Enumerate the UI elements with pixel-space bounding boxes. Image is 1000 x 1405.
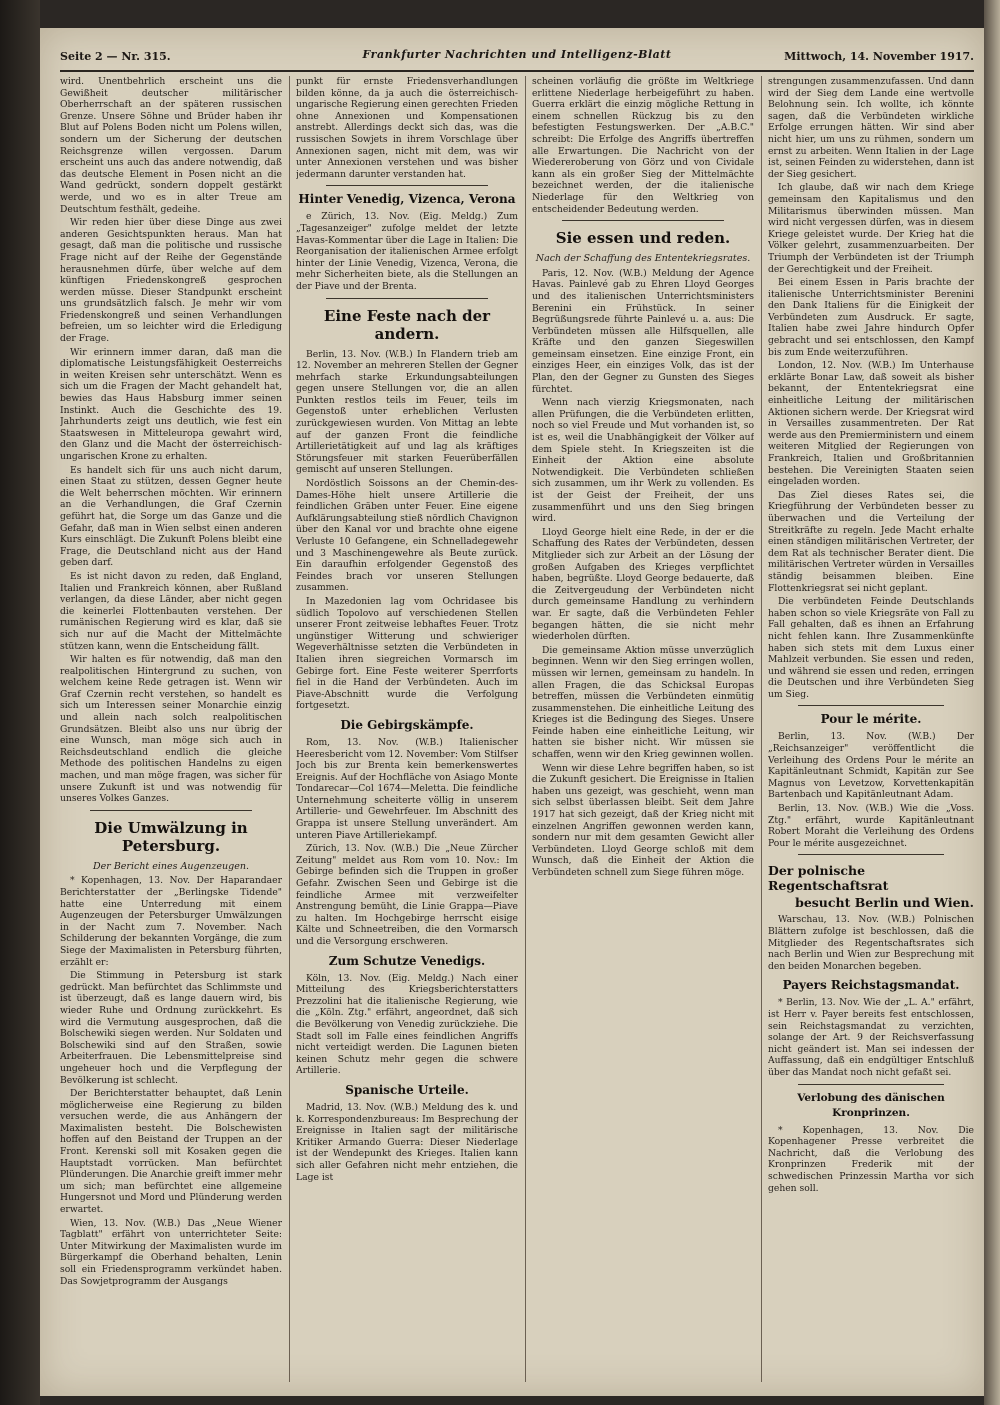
masthead-title: Frankfurter Nachrichten und Intelligenz-Blatt bbox=[362, 48, 672, 61]
headline-spanische-urteile: Spanische Urteile. bbox=[345, 1082, 469, 1097]
issue-date: Mittwoch, 14. November 1917. bbox=[784, 50, 974, 63]
headline-venedig: Hinter Venedig, Vizenca, Verona bbox=[298, 192, 516, 207]
paragraph: Es ist nicht davon zu reden, daß England, Italien und Frankreich können, aber Rußland verlangen, da diese Länder, aber nicht gegen die keinerlei Flottenbauten verstehen. Der rumänischen Regierung wird es klar, daß sie sich nur auf die Macht der Mittelmächte stützen kann, wenn die Entscheidung fällt. bbox=[60, 570, 282, 652]
paragraph: London, 12. Nov. (W.B.) Im Unterhause erklärte Bonar Law, daß soweit als bisher bekannt, der Ententekriegsrat eine einheitliche Leitung der militärischen Aktionen sichern werde. Der Kriegsrat wird in Versailles zusammentreten. Der Rat werde aus den Premierministern und einem weiteren Mitglied der Regierungen von Frankreich, Italien und Großbritannien bestehen. Die Vereinigten Staaten seien eingeladen worden. bbox=[768, 360, 974, 488]
paragraph: Die Stimmung in Petersburg ist stark gedrückt. Man befürchtet das Schlimmste und ist überzeugt, daß es lange dauern wird, bis wieder Ruhe und Ordnung zurückkehrt. Es wird die Vermutung ausgesprochen, daß die Bolschewiki siegen werden. Nur Soldaten und Bolschewiki sind auf den Straßen, sowie Arbeiterfrauen. Die Lebensmittelpreise sind ungeheuer hoch und die Verpflegung der Bevölkerung ist schlecht. bbox=[60, 970, 282, 1086]
page-number: Seite 2 — Nr. 315. bbox=[60, 50, 171, 63]
section-divider bbox=[798, 854, 944, 855]
paragraph: Nordöstlich Soissons an der Chemin-des-Dames-Höhe hielt unsere Artillerie die feindlichen Gräben unter Feuer. Eine eigene Aufklärungsabteilung stieß nördlich Chavignon über den Kanal vor und brachte ohne eigene Verluste 10 Gefangene, ein Schnelladegewehr und 3 Maschinengewehre als Beute zurück. Ein daraufhin erfolgender Gegenstoß des Feindes brach vor unseren Stellungen zusammen. bbox=[296, 478, 518, 594]
column-rule bbox=[525, 76, 526, 1382]
column-rule bbox=[289, 76, 290, 1382]
headline-regentschaftsrat-2: besucht Berlin und Wien. bbox=[795, 895, 974, 911]
paragraph: Wien, 13. Nov. (W.B.) Das „Neue Wiener Tagblatt" erfährt von unterrichteter Seite: Unter Mitwirkung der Maximalisten wurde im Bürgerkampf die Oberhand behalten, Lenin soll ein Friedensprogramm verkündet haben. Das Sowjetprogramm der Ausgangs bbox=[60, 1217, 282, 1287]
paragraph: scheinen vorläufig die größte im Weltkriege erlittene Niederlage herbeigeführt zu haben. Guerra erklärt die einzig mögliche Rettung in einem schnellen Rückzug bis zu den befestigten Festungswerken. Der „A.B.C." schreibt: Die Erfolge des Angriffs übertreffen alle Erwartungen. Die Nachricht von der Wiedereroberung von Görz und von Cividale kann als ein großer Sieg der Mittelmächte bezeichnet werden, der die italienische Niederlage für den Weltkrieg von entscheidender Bedeutung werden. bbox=[532, 76, 754, 215]
paragraph: Ich glaube, daß wir nach dem Kriege gemeinsam den Kapitalismus und den Militarismus überwinden müssen. Man wird nicht vergessen dürfen, was in diesem Kriege geleistet wurde. Der Krieg hat die Völker gelehrt, zusammenzuarbeiten. Der Triumph der Verbündeten ist der Triumph der Gerechtigkeit und der Freiheit. bbox=[768, 182, 974, 275]
paragraph: * Kopenhagen, 13. Nov. Die Kopenhagener Presse verbreitet die Nachricht, daß die Verlobung des Kronprinzen Frederik mit der schwedischen Prinzessin Martha vor sich gehen soll. bbox=[768, 1124, 974, 1194]
section-divider bbox=[326, 185, 488, 186]
subheadline: Nach der Schaffung des Ententekriegsrates. bbox=[535, 253, 751, 265]
next-page-edge bbox=[984, 0, 1000, 1405]
paragraph: Rom, 13. Nov. (W.B.) Italienischer Heeresbericht vom 12. November: Vom Stilfser Joch bis zur Brenta kein bemerkenswertes Ereignis. Auf der Hochfläche von Asiago Monte Tondarecar—Col 1674—Meletta. Die feindliche Unternehmung scheiterte völlig in unserem Artillerie- und Gewehrfeuer. Im Abschnitt des Grappa ist unsere Stellung unverändert. Am unteren Piave Artilleriekampf. bbox=[296, 736, 518, 841]
paragraph: Der Berichterstatter behauptet, daß Lenin möglicherweise eine Regierung zu bilden versuchen werde, die aus Anhängern der Maximalisten besteht. Die Bolschewisten hoffen auf den Beistand der Truppen an der Front. Kerenski soll mit Kosaken gegen die Hauptstadt vorrücken. Man befürchtet Plünderungen. Die Anarchie greift immer mehr um sich; man befürchtet eine allgemeine Hungersnot und Mord und Plünderung werden erwartet. bbox=[60, 1088, 282, 1216]
headline-gebirgskaempfe: Die Gebirgskämpfe. bbox=[340, 717, 474, 732]
column-3 bbox=[532, 76, 754, 1382]
paragraph: e Zürich, 13. Nov. (Eig. Meldg.) Zum „Tagesanzeiger" zufolge meldet der letzte Havas-Kommentar über die Lage in Italien: Die Reorganisation der italienischen Armee erfolgt hinter der Linie Venedig, Vizenca, Verona, die mehr Sicherheiten biete, als die Stellungen an der Piave und der Brenta. bbox=[296, 211, 518, 292]
paragraph: Berlin, 13. Nov. (W.B.) Der „Reichsanzeiger" veröffentlicht die Verleihung des Ordens Pour le mérite an Kapitänleutnant Schmidt, Kapitän zur See Magnus von Levetzow, Korvettenkapitän Bartenbach und Kapitänleutnant Adam. bbox=[768, 731, 974, 801]
newspaper-page bbox=[40, 28, 984, 1396]
paragraph: punkt für ernste Friedensverhandlungen bilden könne, da ja auch die österreichisch-ungarische Regierung einen gerechten Frieden ohne Annexionen und Kompensationen anstrebt. Allerdings deckt sich das, was die russischen Sowjets in ihrem Vorschlage über Annexionen sagen, nicht mit dem, was wir unter Annexionen verstehen und was bisher jedermann darunter verstanden hat. bbox=[296, 76, 518, 180]
headline-umwaelzung: Die Umwälzung in Petersburg. bbox=[94, 818, 248, 855]
paragraph: * Kopenhagen, 13. Nov. Der Haparandaer Berichterstatter der „Berlingske Tidende" hatte eine Unterredung mit einem Augenzeugen der Petersburger Umwälzungen in der Nacht zum 7. November. Nach Schilderung der bekannten Vorgänge, die zum Siege der Maximalisten in Petersburg führten, erzählt er: bbox=[60, 875, 282, 968]
paragraph: Warschau, 13. Nov. (W.B.) Polnischen Blättern zufolge ist beschlossen, daß die Mitglieder des Regentschaftsrates sich nach Berlin und Wien zur Besprechung mit den beiden Monarchen begeben. bbox=[768, 914, 974, 972]
section-divider bbox=[562, 220, 724, 221]
page-edge-shadow bbox=[0, 0, 40, 1405]
headline-essen-reden: Sie essen und reden. bbox=[555, 229, 731, 248]
paragraph: Wir halten es für notwendig, daß man den realpolitischen Hintergrund zu suchen, von welchem keine Rede getragen ist. Wenn wir Graf Czernin recht verstehen, so handelt es sich um Interessen seiner Monarchie einzig und allein nach solch realpolitischen Grundsätzen. Bleibt also uns nur übrig der eine Wunsch, man möge sich auch in Reichsdeutschland endlich die gleiche Methode des politischen Handelns zu eigen machen, und man möge fragen, was sicher für unsere Zukunft ist und was notwendig für unseres Volkes Ganzes. bbox=[60, 654, 282, 805]
paragraph: Bei einem Essen in Paris brachte der italienische Unterrichtsminister Berenini den Dank Italiens für die Einigkeit der Verbündeten zum Ausdruck. Er sagte, Italien habe zwei Jahre hindurch Opfer gebracht und sei entschlossen, den Kampf bis zum Ende weiterzuführen. bbox=[768, 277, 974, 358]
headline-payer: Payers Reichstagsmandat. bbox=[782, 978, 960, 993]
column-rule bbox=[761, 76, 762, 1382]
column-1 bbox=[60, 76, 282, 1382]
headline-schutz-venedigs: Zum Schutze Venedigs. bbox=[328, 953, 486, 968]
paragraph: Berlin, 13. Nov. (W.B.) Wie die „Voss. Ztg." erfährt, wurde Kapitänleutnant Robert Moraht die Verleihung des Ordens Pour le mérite ausgezeichnet. bbox=[768, 803, 974, 849]
paragraph: Berlin, 13. Nov. (W.B.) In Flandern trieb am 12. November an mehreren Stellen der Gegner mehrfach starke Erkundungsabteilungen gegen unsere Stellungen vor, die an allen Punkten restlos teils im Feuer, teils im Gegenstoß unter erheblichen Verlusten zurückgewiesen wurden. Von Mittag an lebte auf der ganzen Front die feindliche Artillerietätigkeit auf und lag als kräftiges Störungsfeuer mit starken Feuerüberfällen gemischt auf unseren Stellungen. bbox=[296, 348, 518, 476]
paragraph: Wenn wir diese Lehre begriffen haben, so ist die Zukunft gesichert. Die Ereignisse in Italien haben uns gezeigt, was geschieht, wenn man sich selbst überlassen bleibt. Seit dem Jahre 1917 hat sich gezeigt, daß der Krieg nicht mit einzelnen Angriffen gewonnen werden kann, sondern nur mit dem gesamten Gewicht aller Verbündeten. Lloyd George schloß mit dem Wunsch, daß die Einheit der Aktion die Verbündeten schnell zum Siege führen möge. bbox=[532, 762, 754, 878]
section-divider bbox=[90, 810, 252, 811]
column-2 bbox=[296, 76, 518, 1382]
headline-verlobung: Verlobung des dänischen Kronprinzen. bbox=[797, 1091, 945, 1119]
column-4 bbox=[768, 76, 974, 1382]
subheadline: Der Bericht eines Augenzeugen. bbox=[93, 860, 249, 872]
paragraph: strengungen zusammenzufassen. Und dann wird der Sieg dem Lande eine wertvolle Belohnung sein. Ich wollte, ich könnte sagen, daß die Verbündeten wirkliche Erfolge errungen hätten. Wir sind aber nicht hier, um uns zu rühmen, sondern um ernst zu arbeiten. Wenn Italien in der Lage ist, seinen Feinden zu widerstehen, dann ist der Sieg gesichert. bbox=[768, 76, 974, 180]
section-divider bbox=[798, 705, 944, 706]
page-header bbox=[60, 46, 974, 72]
paragraph: Madrid, 13. Nov. (W.B.) Meldung des k. und k. Korrespondenzbureaus: Im Besprechung der Ereignisse in Italien sagt der militärische Kritiker Armando Guerra: Dieser Niederlage ist der Wendepunkt des Krieges. Italien kann sich aller Gefahren nicht mehr entziehen, die Lage ist bbox=[296, 1101, 518, 1183]
paragraph: * Berlin, 13. Nov. Wie der „L. A." erfährt, ist Herr v. Payer bereits fest entschlossen, sein Reichstagsmandat zu verzichten, solange der Art. 9 der Reichsverfassung nicht geändert ist. Man sei indessen der Auffassung, daß ein endgültiger Entschluß über das Mandat noch nicht gefaßt sei. bbox=[768, 997, 974, 1078]
paragraph: Die verbündeten Feinde Deutschlands haben schon so viele Kriegsräte von Fall zu Fall gehalten, daß es ihnen an Erfahrung nicht fehlen kann. Ihre Zusammenkünfte haben sich stets mit dem Luxus einer Mahlzeit verbunden. Sie essen und reden, und während sie essen und reden, erringen die Deutschen und ihre Verbündeten Sieg um Sieg. bbox=[768, 596, 974, 700]
paragraph: In Mazedonien lag vom Ochridasee bis südlich Topolovo auf verschiedenen Stellen unserer Front zeitweise lebhaftes Feuer. Trotz ungünstiger Witterung und schwieriger Wegeverhältnisse setzten die Verbündeten in Italien ihren siegreichen Vormarsch im Gebirge fort. Eine Feste weiterer Sperrforts fiel in die Hand der Verbündeten. Auch im Piave-Abschnitt wurde die Verfolgung fortgesetzt. bbox=[296, 595, 518, 712]
paragraph: Das Ziel dieses Rates sei, die Kriegführung der Verbündeten besser zu überwachen und die Verteilung der Streitkräfte zu regeln. Jede Macht erhalte einen ständigen militärischen Vertreter, der dem Rat als technischer Berater dient. Die militärischen Vertreter würden in Versailles ständig beisammen bleiben. Eine Flottenkriegsrat sei nicht geplant. bbox=[768, 489, 974, 594]
paragraph: Paris, 12. Nov. (W.B.) Meldung der Agence Havas. Painlevé gab zu Ehren Lloyd Georges und des italienischen Unterrichtsministers Berenini ein Frühstück. In seiner Begrüßungsrede führte Painlevé u. a. aus: Die Verbündeten müssen alle Hilfsquellen, alle Kräfte und den ganzen Siegeswillen gemeinsam einsetzen. Eine einzige Front, ein einziges Heer, ein einziges Volk, das ist der Plan, den der Gegner zu Gunsten des Sieges fürchtet. bbox=[532, 267, 754, 395]
section-divider bbox=[798, 1084, 944, 1085]
paragraph: Zürich, 13. Nov. (W.B.) Die „Neue Zürcher Zeitung" meldet aus Rom vom 10. Nov.: Im Gebirge befinden sich die Truppen in großer Gefahr. Zwischen Seen und Gebirge ist die feindliche Armee mit verzweifelter Anstrengung bemüht, die Linie Grappa—Piave zu halten. Im Hochgebirge herrscht eisige Kälte und Schneetreiben, die den Vormarsch und die Versorgung erschweren. bbox=[296, 843, 518, 947]
section-divider bbox=[326, 298, 488, 299]
paragraph: Es handelt sich für uns auch nicht darum, einen Staat zu stützen, dessen Gegner heute die Welt beherrschen möchten. Wir erinnern an die Verhandlungen, die Graf Czernin geführt hat, die Sorge um das Ganze und die Gefahr, daß man in Wien selbst einen anderen Kurs einschlägt. Die Zukunft Polens bleibt eine Frage, die Deutschland nicht aus der Hand geben darf. bbox=[60, 464, 282, 569]
columns bbox=[60, 76, 974, 1382]
paragraph: Köln, 13. Nov. (Eig. Meldg.) Nach einer Mitteilung des Kriegsberichterstatters Prezzolini hat die italienische Regierung, wie die „Köln. Ztg." erfährt, angeordnet, daß sich die Bevölkerung von Venedig zurückziehe. Die Stadt soll im Falle eines feindlichen Angriffs nicht verteidigt werden. Die Lagunen bieten keinen Schutz mehr gegen die schwere Artillerie. bbox=[296, 972, 518, 1077]
paragraph: Wir erinnern immer daran, daß man die diplomatische Leistungsfähigkeit Oesterreichs in weiten Kreisen sehr unterschätzt. Wenn es sich um die Fragen der Macht gehandelt hat, bewies das Haus Habsburg immer seinen Instinkt. Auch die Geschichte des 19. Jahrhunderts zeigt uns deutlich, wie fest ein Staatswesen in Mitteleuropa gewahrt wird, den Glanz und die Macht der österreichisch-ungarischen Krone zu erhalten. bbox=[60, 346, 282, 462]
paragraph: wird. Unentbehrlich erscheint uns die Gewißheit deutscher militärischer Oberherrschaft an der späteren russischen Grenze. Unsere Söhne und Brüder haben ihr Blut auf Polens Boden nicht um Polens willen, sondern um der Sicherung der deutschen Reichsgrenze willen vergossen. Darum erscheint uns auch das andere notwendig, daß das deutsche Element in Posen nicht an die Wand gedrückt, sondern doppelt gestärkt werde, und wo es in alter Treue am Deutschtum festhält, gedeihe. bbox=[60, 76, 282, 215]
paragraph: Wir reden hier über diese Dinge aus zwei anderen Gesichtspunkten heraus. Man hat gesagt, daß man die politische und russische Frage nicht auf der Reihe der Gegenstände herausnehmen dürfe, über welche auf dem künftigen Friedenskongreß gesprochen werden müsse. Dieser Standpunkt erscheint uns grundsätzlich falsch. Je mehr wir vom Friedenskongreß und seinen Verhandlungen befreien, um so leichter wird die Erledigung der Frage. bbox=[60, 217, 282, 345]
headline-pour-le-merite: Pour le mérite. bbox=[820, 712, 922, 727]
paragraph: Die gemeinsame Aktion müsse unverzüglich beginnen. Wenn wir den Sieg erringen wollen, müssen wir lernen, gemeinsam zu handeln. In allen Fragen, die das Schicksal Europas betreffen, müssen die Verbündeten einmütig zusammenstehen. Die einheitliche Leitung des Krieges ist die Bedingung des Sieges. Unsere Feinde haben eine einheitliche Leitung, wir hatten sie bisher nicht. Wir müssen sie schaffen, wenn wir den Krieg gewinnen wollen. bbox=[532, 644, 754, 761]
headline-feste: Eine Feste nach der andern. bbox=[323, 306, 491, 343]
paragraph: Lloyd George hielt eine Rede, in der er die Schaffung des Rates der Verbündeten, dessen Mitglieder sich zur Arbeit an der Lösung der großen Aufgaben des Krieges verpflichtet haben, begrüßte. Lloyd George bedauerte, daß die Zeitvergeudung der Verbündeten nicht durch gemeinsame Handlung zu verhindern war. Er sagte, daß die Verbündeten Fehler begangen hätten, die sie nicht mehr wiederholen dürften. bbox=[532, 526, 754, 643]
paragraph: Wenn nach vierzig Kriegsmonaten, nach allen Prüfungen, die die Verbündeten erlitten, noch so viel Freude und Mut vorhanden ist, so ist es, weil die Unabhängigkeit der Völker auf dem Spiele steht. In Kriegszeiten ist die Einheit der Aktion eine absolute Notwendigkeit. Die Verbündeten schließen sich zusammen, um ihr Werk zu vollenden. Es ist der Geist der Freiheit, der uns zusammenführt und uns den Sieg bringen wird. bbox=[532, 397, 754, 525]
headline-regentschaftsrat: Der polnische Regentschaftsrat bbox=[768, 863, 889, 894]
